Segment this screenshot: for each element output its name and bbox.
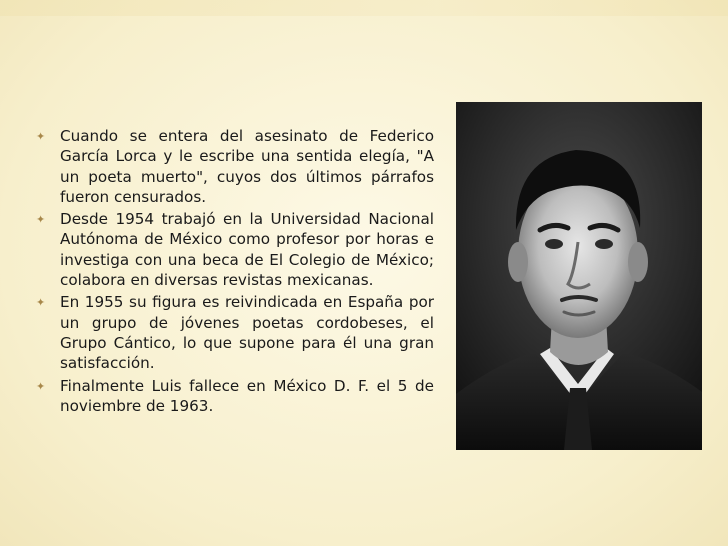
bullet-text: Cuando se entera del asesinato de Federico García Lorca y le escribe una sentida elegía, "A un poeta muerto", cuyos dos últimos párrafos fueron censurados. — [60, 127, 434, 206]
bullet-text: En 1955 su figura es reivindicada en España por un grupo de jóvenes poetas cordobeses, el Grupo Cántico, lo que supone para él una gran satisfacción. — [60, 293, 434, 373]
bullet-text: Desde 1954 trabajó en la Universidad Nacional Autónoma de México como profesor por horas e investiga con una beca de El Colegio de México; colabora en diversas revistas mexicanas. — [60, 210, 434, 290]
portrait-photo — [456, 102, 702, 450]
bullet-item — [36, 376, 434, 417]
four-point-star-icon: ✦ — [36, 130, 46, 143]
bullet-item — [36, 292, 434, 373]
four-point-star-icon: ✦ — [36, 213, 46, 227]
four-point-star-icon: ✦ — [36, 379, 46, 393]
bullet-item — [36, 209, 434, 290]
bullet-text: Finalmente Luis fallece en México D. F. el 5 de noviembre de 1963. — [60, 376, 434, 415]
bullet-item — [36, 126, 434, 207]
portrait-illustration — [456, 102, 702, 450]
top-decorative-band — [0, 0, 728, 16]
four-point-star-icon: ✦ — [36, 296, 46, 310]
bullet-list — [36, 126, 434, 418]
